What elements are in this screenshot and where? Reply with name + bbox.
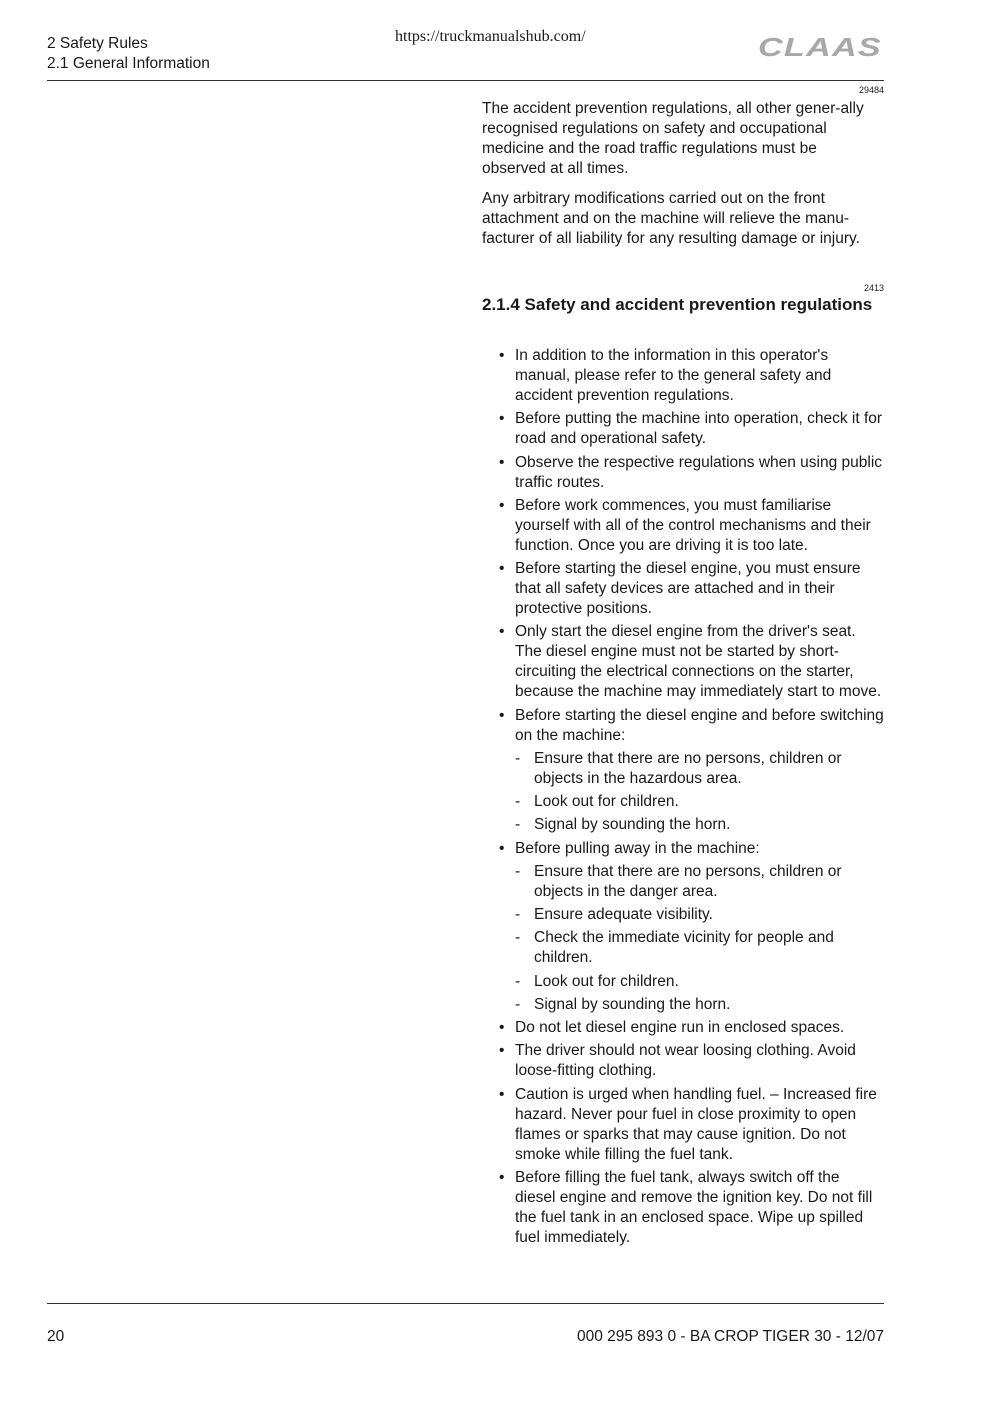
list-item: • Before starting the diesel engine and before switching on the machine: - Ensure that there are no persons, children or objects in the hazardous area. - Look out for children. - Signal by sounding the horn. [482,706,884,836]
list-item: • Before filling the fuel tank, always switch off the diesel engine and remove the ignition key. Do not fill the fuel tank in an enclosed space. Wipe up spilled fuel immediately. [482,1168,884,1248]
reference-code: 29484 [858,85,884,95]
sub-list-item: - Signal by sounding the horn. [515,995,884,1015]
list-item: • Only start the diesel engine from the driver's seat. The diesel engine must not be started by short-circuiting the electrical connections on the starter, because the machine may immediately start to move. [482,622,884,702]
list-item: • Observe the respective regulations when using public traffic routes. [482,453,884,493]
document-id: 000 295 893 0 - BA CROP TIGER 30 - 12/07 [576,1328,884,1345]
sub-list [515,862,884,1015]
sub-list-item: - Look out for children. [515,972,884,992]
page-number: 20 [47,1328,65,1345]
sub-list [515,749,884,836]
source-url[interactable]: https://truckmanualshub.com/ [395,28,586,45]
list-item: • Before starting the diesel engine, you must ensure that all safety devices are attached and in their protective positions. [482,559,884,619]
reference-code: 2413 [863,283,884,293]
list-item: • Caution is urged when handling fuel. – Increased fire hazard. Never pour fuel in close proximity to open flames or sparks that may cause ignition. Do not smoke while filling the fuel tank. [482,1085,884,1165]
section-heading: 2.1.4 Safety and accident prevention regulations [482,295,873,314]
sub-list-item: - Signal by sounding the horn. [515,815,884,835]
list-item: • Do not let diesel engine run in enclosed spaces. [482,1018,884,1038]
paragraph-text: Any arbitrary modifications carried out on the front attachment and on the machine will relieve the manu-facturer of all liability for any resulting damage or injury. [482,190,860,247]
sub-list-item: - Check the immediate vicinity for people and children. [515,928,884,968]
intro-paragraph [482,189,884,249]
list-item: • Before putting the machine into operation, check it for road and operational safety. [482,409,884,449]
running-header [47,34,210,74]
intro-paragraph [482,99,884,179]
sub-list-item: - Look out for children. [515,792,884,812]
footer-rule [47,1303,884,1304]
section-title: 2.1 General Information [47,55,210,72]
header-rule [47,80,884,81]
chapter-title: 2 Safety Rules [47,35,148,52]
sub-list-item: - Ensure adequate visibility. [515,905,884,925]
safety-list [482,346,884,1251]
claas-logo [756,35,884,59]
sub-list-item: - Ensure that there are no persons, children or objects in the hazardous area. [515,749,884,789]
list-item: • Before pulling away in the machine: - Ensure that there are no persons, children or objects in the danger area. - Ensure adequate visibility. - Check the immediate vicinity for people and children. - Look out for children. - Signal by sounding the horn. [482,839,884,1015]
list-item: • The driver should not wear loosing clothing. Avoid loose-fitting clothing. [482,1041,884,1081]
list-item: • In addition to the information in this operator's manual, please refer to the general safety and accident prevention regulations. [482,346,884,406]
sub-list-item: - Ensure that there are no persons, children or objects in the danger area. [515,862,884,902]
paragraph-text: The accident prevention regulations, all other gener-ally recognised regulations on safety and occupational medicine and the road traffic regulations must be observed at all times. [482,100,864,177]
list-item: • Before work commences, you must familiarise yourself with all of the control mechanisms and their function. Once you are driving it is too late. [482,496,884,556]
svg-text:CLAAS: CLAAS [758,35,882,59]
